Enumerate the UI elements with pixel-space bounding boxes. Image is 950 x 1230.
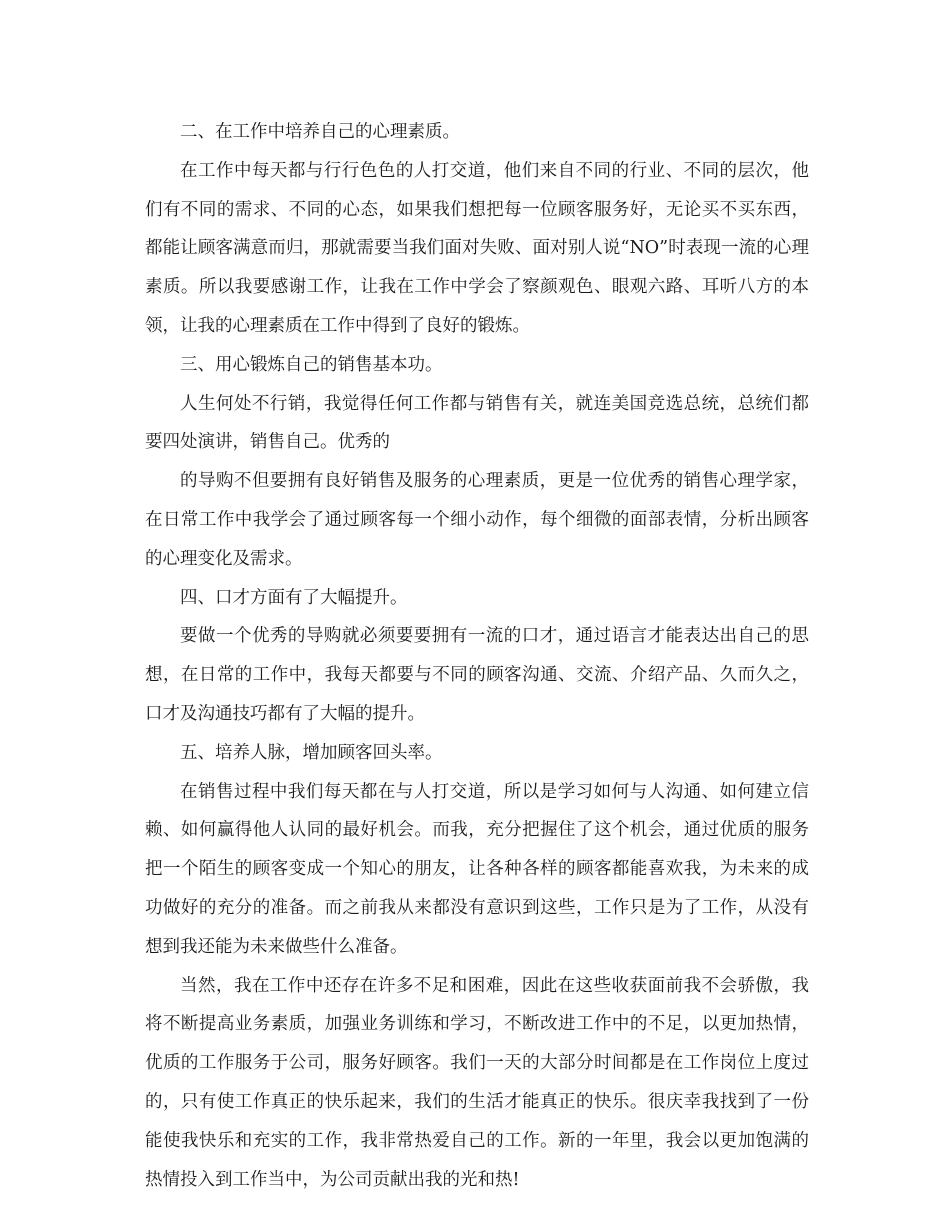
paragraph-sales-psychology: 的导购不但要拥有良好销售及服务的心理素质，更是一位优秀的销售心理学家，在日常工作中我学会了通过顾客每一个细小动作，每个细微的面部表情，分析出顾客的心理变化及需求。 — [145, 471, 809, 569]
section-heading-4: 四、口才方面有了大幅提升。 — [180, 587, 408, 608]
paragraph-mental-quality: 在工作中每天都与行行色色的人打交道，他们来自不同的行业、不同的层次，他们有不同的需求、不同的心态，如果我们想把每一位顾客服务好，无论买不买东西，都能让顾客满意而归，那就需要当我们面对失败、面对别人说“NO”时表现一流的心理素质。所以我要感谢工作，让我在工作中学会了察颜观色、眼观六路、耳听八方的本领，让我的心理素质在工作中得到了良好的锻炼。 — [145, 160, 809, 336]
section-heading-5: 五、培养人脉，增加顾客回头率。 — [180, 742, 443, 763]
paragraph-sales-everywhere: 人生何处不行销，我觉得任何工作都与销售有关，就连美国竞选总统，总统们都要四处演讲，销售自己。优秀的 — [145, 393, 809, 453]
paragraph-conclusion: 当然，我在工作中还存在许多不足和困难，因此在这些收获面前我不会骄傲，我将不断提高业务素质，加强业务训练和学习，不断改进工作中的不足，以更加热情，优质的工作服务于公司，服务好顾客。我们一天的大部分时间都是在工作岗位上度过的，只有使工作真正的快乐起来，我们的生活才能真正的快乐。很庆幸我找到了一份能使我快乐和充实的工作，我非常热爱自己的工作。新的一年里，我会以更加饱满的热情投入到工作当中，为公司贡献出我的光和热! — [145, 975, 809, 1190]
section-heading-3: 三、用心锻炼自己的销售基本功。 — [180, 354, 443, 375]
section-heading-2: 二、在工作中培养自己的心理素质。 — [180, 122, 460, 142]
paragraph-networking: 在销售过程中我们每天都在与人打交道，所以是学习如何与人沟通、如何建立信赖、如何赢得他人认同的最好机会。而我，充分把握住了这个机会，通过优质的服务把一个陌生的顾客变成一个知心的朋友，让各种各样的顾客都能喜欢我，为未来的成功做好的充分的准备。而之前我从来都没有意识到这些，工作只是为了工作，从没有想到我还能为未来做些什么准备。 — [145, 781, 809, 957]
document-body — [145, 113, 809, 1199]
paragraph-eloquence: 要做一个优秀的导购就必须要要拥有一流的口才，通过语言才能表达出自己的思想，在日常的工作中，我每天都要与不同的顾客沟通、交流、介绍产品、久而久之，口才及沟通技巧都有了大幅的提升。 — [145, 626, 809, 724]
